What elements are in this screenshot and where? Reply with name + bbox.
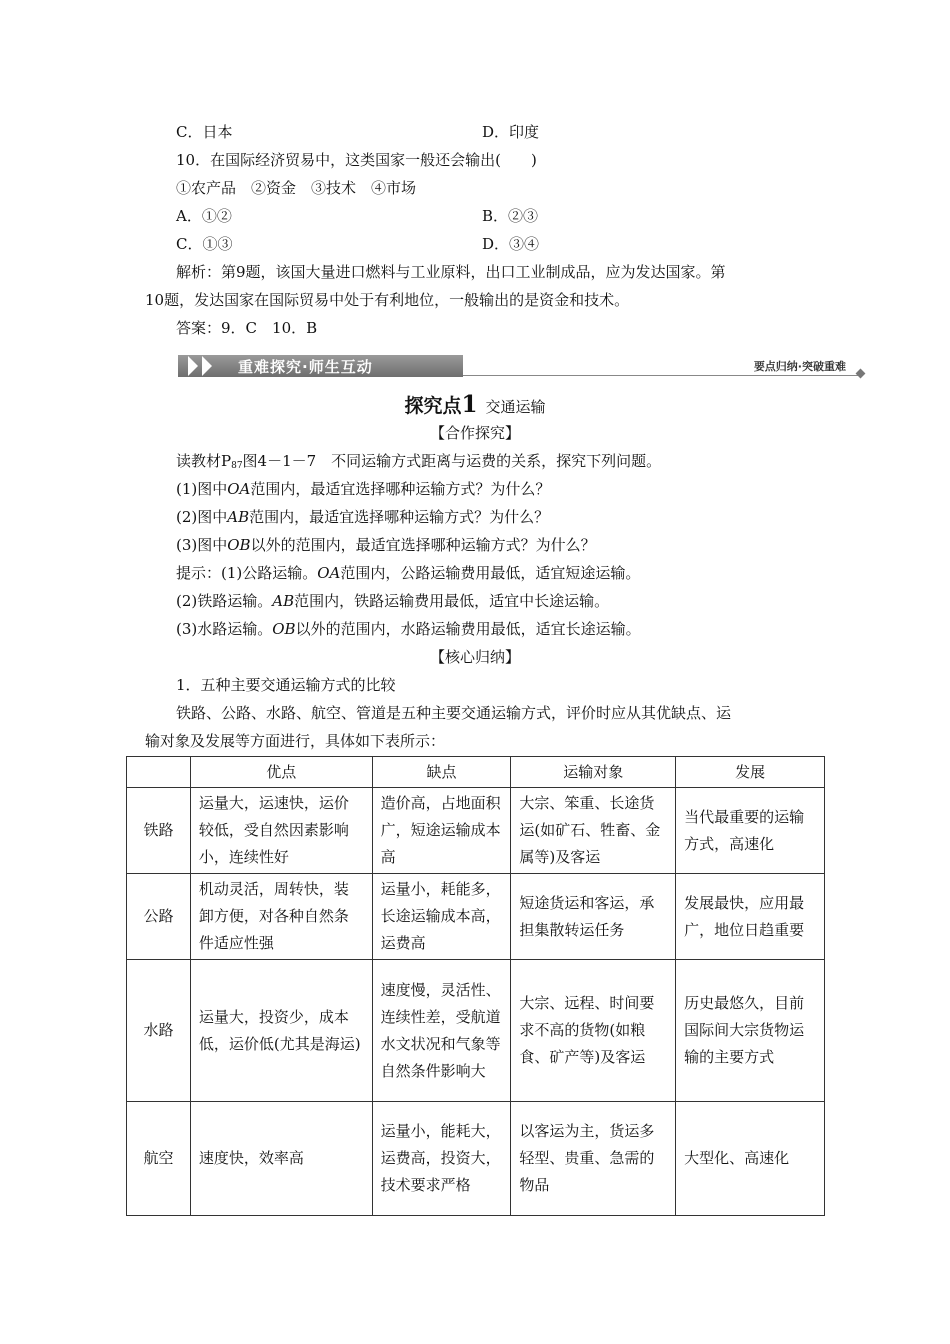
hint-text: 范围内，铁路运输费用最低，适宜中长途运输。 — [294, 592, 610, 610]
table-cell: 速度快，效率高 — [190, 1102, 372, 1216]
table-header-row — [127, 757, 825, 788]
table-cell: 大宗、远程、时间要求不高的货物(如粮食、矿产等)及客运 — [511, 960, 676, 1102]
table-row — [127, 1102, 825, 1216]
row-header: 铁路 — [127, 788, 191, 874]
hint-3 — [176, 619, 641, 639]
table-cell: 短途货运和客运，承担集散转运任务 — [511, 874, 676, 960]
chevron-right-icon — [188, 356, 198, 376]
analysis-line-2: 10题，发达国家在国际贸易中处于有利地位，一般输出的是资金和技术。 — [145, 291, 630, 309]
reading-instruction — [176, 451, 661, 476]
table-header: 优点 — [190, 757, 372, 788]
q9-option-d: D．印度 — [482, 123, 540, 141]
table-cell: 以客运为主，货运多轻型、贵重、急需的物品 — [511, 1102, 676, 1216]
segment-label: OA — [317, 564, 341, 582]
table-header — [127, 757, 191, 788]
q10-option-a: A．①② — [176, 207, 232, 225]
row-header: 水路 — [127, 960, 191, 1102]
table-cell: 大宗、笨重、长途货运(如矿石、牲畜、金属等)及客运 — [511, 788, 676, 874]
banner-divider — [463, 375, 859, 376]
table-header: 发展 — [676, 757, 825, 788]
table-cell: 大型化、高速化 — [676, 1102, 825, 1216]
hint-2 — [176, 591, 609, 611]
segment-label: AB — [272, 592, 295, 610]
table-cell: 运量小，能耗大，运费高，投资大，技术要求严格 — [372, 1102, 511, 1216]
core-intro-line-2: 输对象及发展等方面进行，具体如下表所示： — [145, 732, 446, 750]
table-row — [127, 788, 825, 874]
q9-option-c: C．日本 — [176, 123, 233, 141]
table-row — [127, 960, 825, 1102]
reading-pre: 读教材P — [176, 452, 232, 470]
hint-text: 提示：(1)公路运输。 — [176, 564, 318, 582]
reading-page-number: 87 — [231, 461, 243, 471]
table-cell: 历史最悠久，目前国际间大宗货物运输的主要方式 — [676, 960, 825, 1102]
table-cell: 造价高，占地面积广，短途运输成本高 — [372, 788, 511, 874]
table-cell: 运量大，运速快，运价较低，受自然因素影响小，连续性好 — [190, 788, 372, 874]
hint-1 — [176, 563, 640, 583]
table-cell: 速度慢，灵活性、连续性差，受航道水文状况和气象等自然条件影响大 — [372, 960, 511, 1102]
table-cell: 运量小，耗能多，长途运输成本高，运费高 — [372, 874, 511, 960]
question-text: (3)图中 — [176, 536, 228, 554]
segment-label: OB — [227, 536, 251, 554]
section-topic: 交通运输 — [485, 398, 546, 416]
table-cell: 当代最重要的运输方式，高速化 — [676, 788, 825, 874]
answer: 答案：9．C 10．B — [176, 319, 318, 337]
segment-label: AB — [227, 508, 250, 526]
q10-stem: 10．在国际经济贸易中，这类国家一般还会输出( ) — [176, 151, 537, 169]
transport-comparison-table — [126, 756, 825, 1216]
coop-title: 【合作探究】 — [429, 424, 520, 442]
question-text: 范围内，最适宜选择哪种运输方式？为什么？ — [249, 508, 550, 526]
question-text: (1)图中 — [176, 480, 228, 498]
question-1 — [176, 479, 550, 499]
banner-title: 重难探究·师生互动 — [238, 358, 373, 376]
section-label: 探究点 — [404, 395, 462, 417]
question-3 — [176, 535, 596, 555]
reading-post: 图4－1－7 不同运输方式距离与运费的关系，探究下列问题。 — [242, 452, 662, 470]
banner-right-label: 要点归纳·突破重难 — [753, 360, 846, 373]
row-header: 航空 — [127, 1102, 191, 1216]
hint-text: (2)铁路运输。 — [176, 592, 273, 610]
question-text: 以外的范围内，最适宜选择哪种运输方式？为什么？ — [250, 536, 596, 554]
table-header: 运输对象 — [511, 757, 676, 788]
question-2 — [176, 507, 549, 527]
chevron-right-icon — [202, 356, 212, 376]
table-cell: 运量大，投资少，成本低，运价低(尤其是海运) — [190, 960, 372, 1102]
q10-option-b: B．②③ — [482, 207, 539, 225]
core-intro-line-1: 铁路、公路、水路、航空、管道是五种主要交通运输方式，评价时应从其优缺点、运 — [176, 704, 732, 722]
q10-option-c: C．①③ — [176, 235, 233, 253]
table-row — [127, 874, 825, 960]
q10-option-d: D．③④ — [482, 235, 540, 253]
table-cell: 发展最快，应用最广，地位日趋重要 — [676, 874, 825, 960]
section-banner — [178, 353, 866, 379]
table-cell: 机动灵活，周转快，装卸方便，对各种自然条件适应性强 — [190, 874, 372, 960]
segment-label: OB — [272, 620, 296, 638]
segment-label: OA — [227, 480, 251, 498]
core-point: 1．五种主要交通运输方式的比较 — [176, 676, 396, 694]
q10-items: ①农产品 ②资金 ③技术 ④市场 — [176, 179, 417, 197]
question-text: (2)图中 — [176, 508, 228, 526]
diamond-icon — [856, 369, 866, 379]
hint-text: (3)水路运输。 — [176, 620, 273, 638]
section-heading — [0, 391, 950, 418]
question-text: 范围内，最适宜选择哪种运输方式？为什么？ — [250, 480, 551, 498]
table-header: 缺点 — [372, 757, 511, 788]
hint-text: 范围内，公路运输费用最低，适宜短途运输。 — [340, 564, 641, 582]
core-title: 【核心归纳】 — [429, 648, 520, 666]
row-header: 公路 — [127, 874, 191, 960]
section-number: 1 — [461, 391, 478, 418]
analysis-line-1: 解析：第9题，该国大量进口燃料与工业原料，出口工业制成品，应为发达国家。第 — [176, 263, 726, 281]
hint-text: 以外的范围内，水路运输费用最低，适宜长途运输。 — [295, 620, 641, 638]
